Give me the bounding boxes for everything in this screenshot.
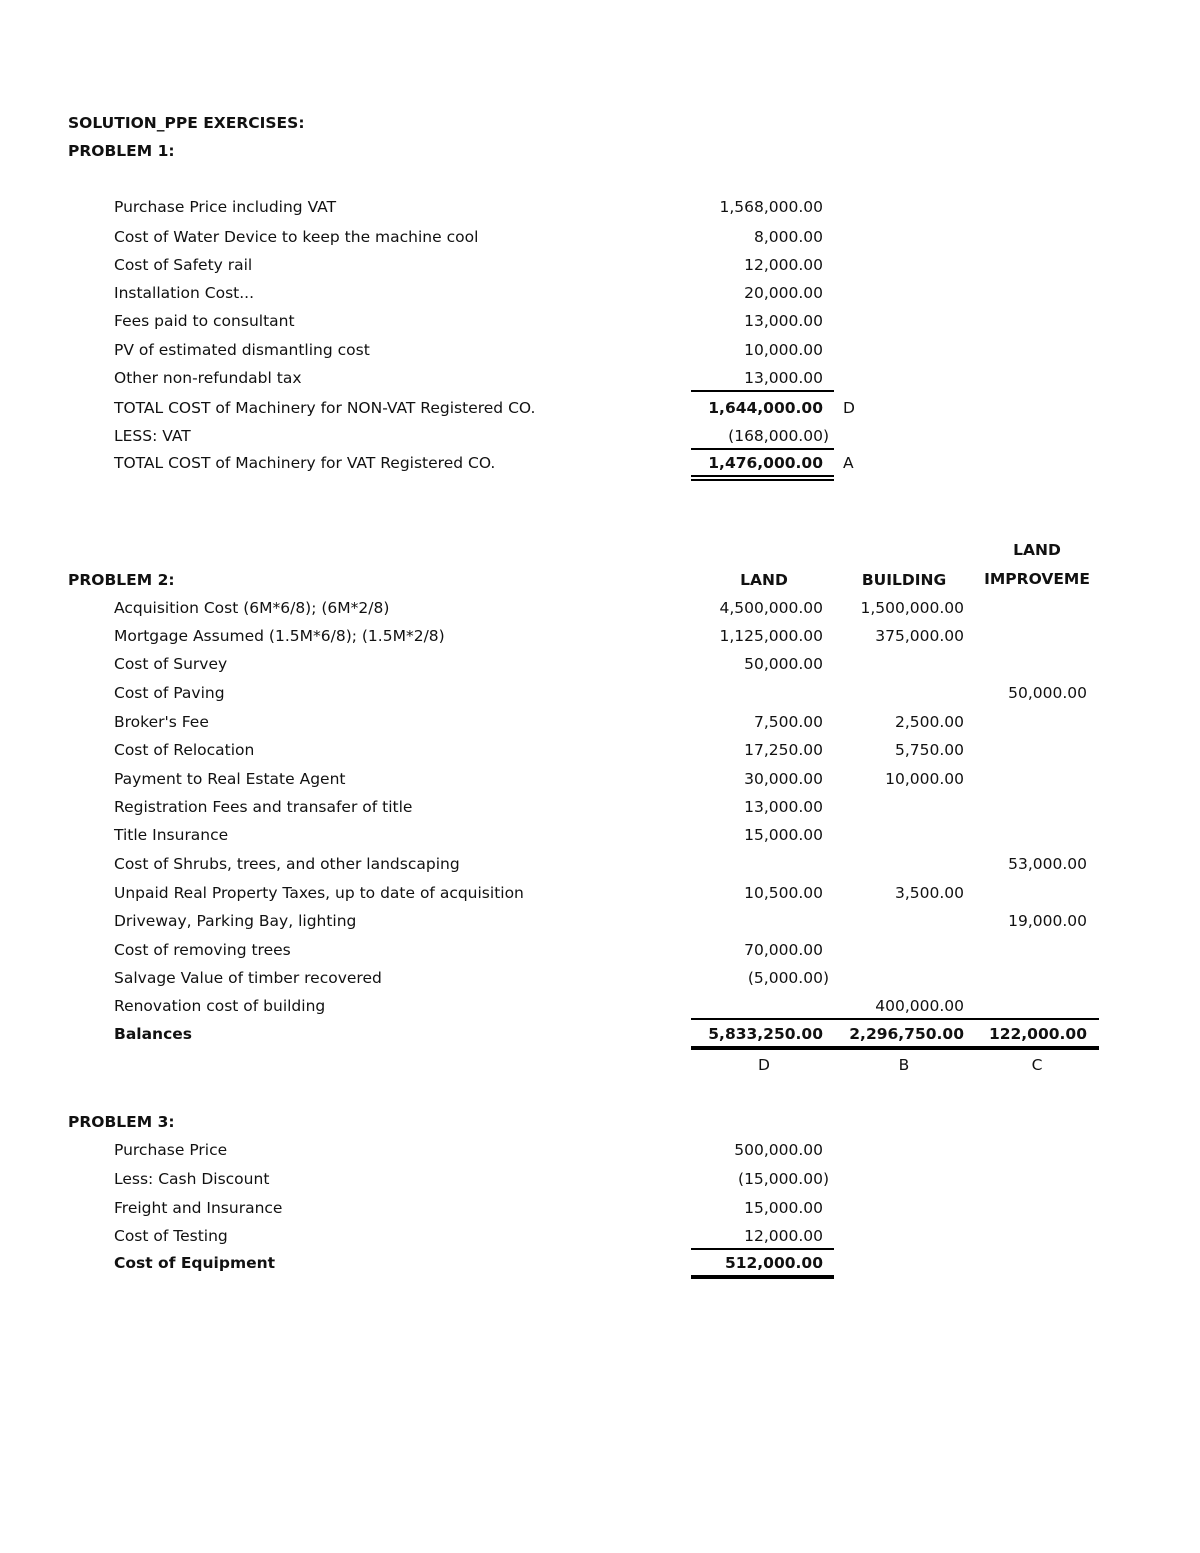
building-amount: 2,500.00: [894, 713, 964, 731]
row-label: Title Insurance: [114, 826, 229, 844]
double-underline-bottom: [691, 479, 834, 481]
row-label: Mortgage Assumed (1.5M*6/8); (1.5M*2/8): [114, 627, 445, 645]
row-amount: 12,000.00: [744, 1227, 823, 1245]
improvements-amount: 50,000.00: [1008, 684, 1087, 702]
improvements-amount: 53,000.00: [1008, 855, 1087, 873]
total-vat-label: TOTAL COST of Machinery for VAT Registered CO.: [114, 454, 496, 472]
row-label: Less: Cash Discount: [114, 1170, 270, 1188]
row-label: Cost of Safety rail: [114, 256, 253, 274]
land-amount: 13,000.00: [744, 798, 823, 816]
less-vat-amount: (168,000.00): [728, 427, 829, 445]
land-amount: 50,000.00: [744, 655, 823, 673]
building-balance: 2,296,750.00: [849, 1025, 964, 1043]
row-label: Payment to Real Estate Agent: [114, 770, 346, 788]
subtotal-rule: [691, 1248, 834, 1250]
row-label: Cost of Water Device to keep the machine cool: [114, 228, 479, 246]
row-amount: 10,000.00: [744, 341, 823, 359]
row-label: Fees paid to consultant: [114, 312, 295, 330]
column-header-land: LAND: [740, 571, 788, 589]
row-amount: (15,000.00): [738, 1170, 829, 1188]
improvements-balance: 122,000.00: [988, 1025, 1087, 1043]
row-label: Unpaid Real Property Taxes, up to date of acquisition: [114, 884, 524, 902]
row-amount: 20,000.00: [744, 284, 823, 302]
double-underline-top: [691, 475, 834, 477]
building-amount: 3,500.00: [894, 884, 964, 902]
document-title: SOLUTION_PPE EXERCISES:: [68, 114, 305, 132]
row-label: Broker's Fee: [114, 713, 209, 731]
total-nonvat-label: TOTAL COST of Machinery for NON-VAT Registered CO.: [114, 399, 536, 417]
row-amount: 500,000.00: [734, 1141, 823, 1159]
row-label: Cost of Testing: [114, 1227, 228, 1245]
row-label: Registration Fees and transafer of title: [114, 798, 413, 816]
cost-of-equipment-amount: 512,000.00: [724, 1254, 823, 1272]
total-bottom-rule: [691, 1275, 834, 1279]
row-label: Cost of Shrubs, trees, and other landscaping: [114, 855, 460, 873]
land-amount: 4,500,000.00: [719, 599, 823, 617]
balances-bottom-rule: [691, 1046, 1099, 1050]
row-label: PV of estimated dismantling cost: [114, 341, 370, 359]
land-amount: 70,000.00: [744, 941, 823, 959]
building-amount: 5,750.00: [894, 741, 964, 759]
answer-letter: A: [843, 454, 854, 472]
improvements-answer-letter: C: [1031, 1056, 1043, 1074]
balances-label: Balances: [114, 1025, 193, 1043]
land-amount: 10,500.00: [744, 884, 823, 902]
column-header-improvements-line2: IMPROVEME: [984, 570, 1090, 588]
land-amount: 7,500.00: [753, 713, 823, 731]
row-label: Cost of Paving: [114, 684, 225, 702]
land-amount: (5,000.00): [747, 969, 829, 987]
subtotal-rule: [691, 448, 834, 450]
land-amount: 17,250.00: [744, 741, 823, 759]
land-amount: 1,125,000.00: [719, 627, 823, 645]
row-label: Driveway, Parking Bay, lighting: [114, 912, 357, 930]
row-label: Cost of removing trees: [114, 941, 291, 959]
improvements-amount: 19,000.00: [1008, 912, 1087, 930]
building-amount: 375,000.00: [875, 627, 964, 645]
building-amount: 400,000.00: [875, 997, 964, 1015]
column-header-building: BUILDING: [861, 571, 947, 589]
row-label: Purchase Price including VAT: [114, 198, 337, 216]
row-label: Other non-refundabl tax: [114, 369, 302, 387]
row-amount: 1,568,000.00: [719, 198, 823, 216]
problem-2-title: PROBLEM 2:: [68, 571, 175, 589]
row-label: Freight and Insurance: [114, 1199, 283, 1217]
row-label: Salvage Value of timber recovered: [114, 969, 382, 987]
building-amount: 10,000.00: [885, 770, 964, 788]
total-nonvat-amount: 1,644,000.00: [708, 399, 823, 417]
land-balance: 5,833,250.00: [708, 1025, 823, 1043]
subtotal-rule: [691, 390, 834, 392]
total-vat-amount: 1,476,000.00: [708, 454, 823, 472]
row-amount: 13,000.00: [744, 369, 823, 387]
row-amount: 13,000.00: [744, 312, 823, 330]
row-label: Cost of Relocation: [114, 741, 255, 759]
row-label: Renovation cost of building: [114, 997, 326, 1015]
row-label: Cost of Survey: [114, 655, 228, 673]
problem-1-title: PROBLEM 1:: [68, 142, 175, 160]
row-label: Acquisition Cost (6M*6/8); (6M*2/8): [114, 599, 390, 617]
row-label: Purchase Price: [114, 1141, 228, 1159]
land-amount: 30,000.00: [744, 770, 823, 788]
problem-3-title: PROBLEM 3:: [68, 1113, 175, 1131]
row-amount: 12,000.00: [744, 256, 823, 274]
row-label: Installation Cost...: [114, 284, 255, 302]
answer-letter: D: [843, 399, 855, 417]
land-answer-letter: D: [758, 1056, 770, 1074]
balances-top-rule: [691, 1018, 1099, 1020]
land-amount: 15,000.00: [744, 826, 823, 844]
building-amount: 1,500,000.00: [860, 599, 964, 617]
less-vat-label: LESS: VAT: [114, 427, 191, 445]
building-answer-letter: B: [898, 1056, 910, 1074]
cost-of-equipment-label: Cost of Equipment: [114, 1254, 276, 1272]
column-header-improvements-line1: LAND: [1013, 541, 1061, 559]
row-amount: 15,000.00: [744, 1199, 823, 1217]
row-amount: 8,000.00: [753, 228, 823, 246]
